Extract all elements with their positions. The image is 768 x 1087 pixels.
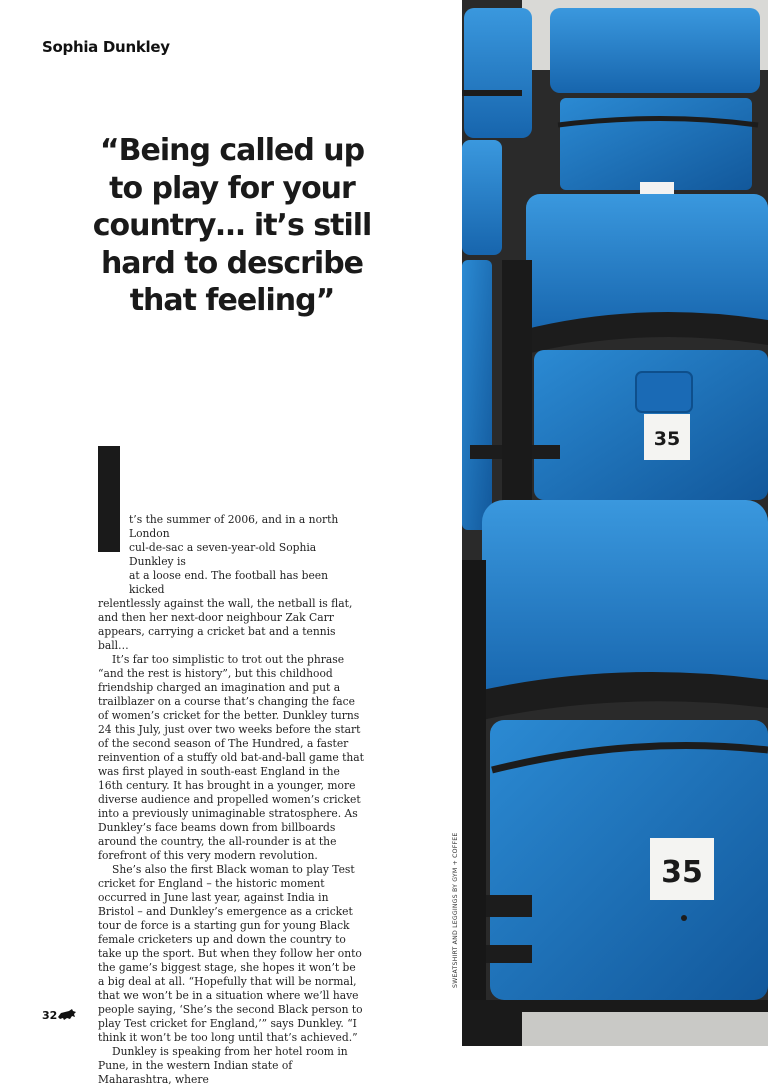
article-paragraph: Dunkley is speaking from her hotel room in Pune, in the western Indian state of Maharashtra, where (98, 1045, 348, 1086)
pull-quote-line: “Being called up (99, 133, 365, 168)
article-text: relentlessly against the wall, the netball is flat, and then her next-door neighbour Zak Carr appears, carrying a cricket bat and a tennis ball… (98, 597, 353, 652)
pull-quote (82, 132, 382, 320)
bull-logo-icon (57, 1008, 77, 1022)
article-line: at a loose end. The football has been kicked (129, 569, 328, 596)
pull-quote-line: country… it’s still (92, 208, 372, 243)
seats-illustration (462, 0, 768, 1046)
article-line: cul-de-sac a seven-year-old Sophia Dunkley is (129, 541, 317, 568)
seat-number: 35 (661, 855, 703, 890)
article-paragraph: It’s far too simplistic to trot out the phrase “and the rest is history”, but this childhood friendship charged an imagination and put a trailblazer on a course that’s changing the face of women’s cricket for the better. Dunkley turns 24 this July, just over two weeks before the start of the second season of The Hundred, a faster reinvention of a stuffy old bat-and-ball game that was first played in south-east England in the 16th century. It has brought in a younger, more diverse audience and propelled women’s cricket into a previously unimaginable stratosphere. As Dunkley’s face beams down from billboards around the country, the all-rounder is at the forefront of this very modern revolution. (98, 653, 364, 862)
seat-number: 35 (653, 428, 681, 450)
article-body (98, 513, 364, 1087)
page-number: 32 (42, 1009, 58, 1022)
pull-quote-line: that feeling” (129, 283, 335, 318)
article-paragraph: She’s also the first Black woman to play Test cricket for England – the historic moment occurred in June last year, against India in Bristol – and Dunkley’s emergence as a cricket tour de force is a starting gun for young Black female cricketers up and down the country to take up the sport. But when they follow her onto the game’s biggest stage, she hopes it won’t be a big deal at all. “Hopefully that will be normal, that we won’t be in a situation where we’ll have people saying, ‘She’s the second Black person to play Test cricket for England,’” says Dunkley. “I think it won’t be too long until that’s achieved.” (98, 863, 363, 1044)
article-paragraph (98, 513, 364, 653)
pull-quote-line: to play for your (109, 170, 355, 206)
photo-credit: SWEATSHIRT AND LEGGINGS BY GYM + COFFEE (452, 832, 459, 988)
stadium-seats-photo (462, 0, 768, 1046)
article-line: t’s the summer of 2006, and in a north London (129, 513, 339, 540)
pull-quote-line: hard to describe (100, 245, 364, 281)
section-label: Sophia Dunkley (42, 38, 170, 56)
